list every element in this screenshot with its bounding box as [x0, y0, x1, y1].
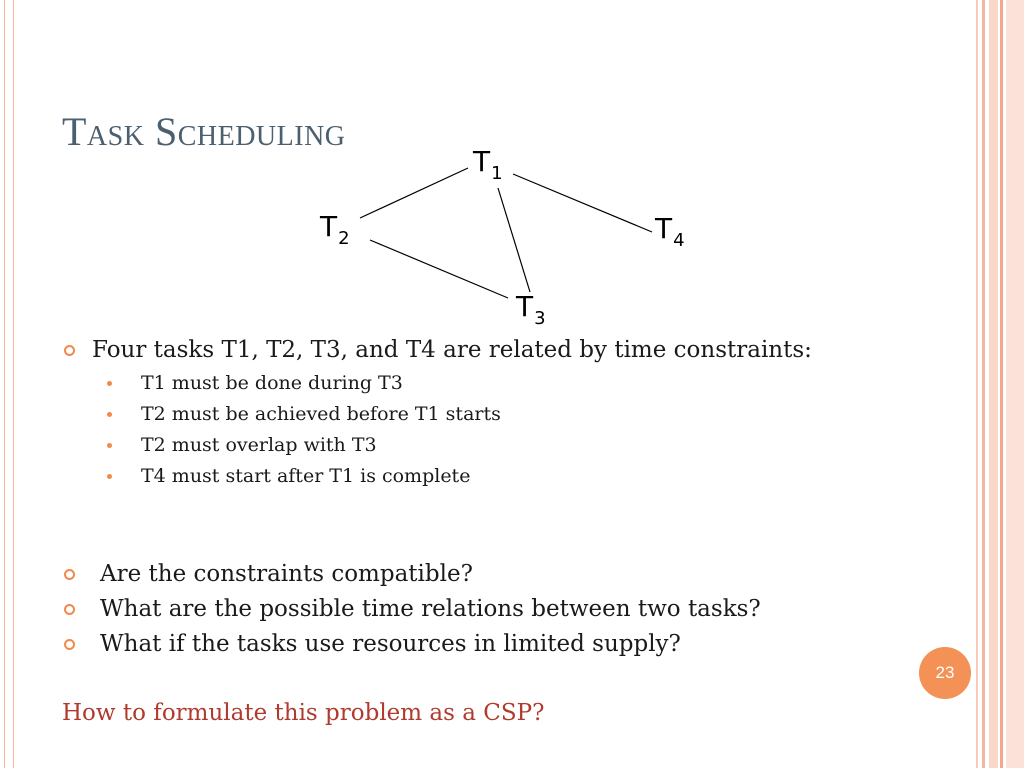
page-number-badge: 23 [919, 647, 971, 699]
node-t4: $T_4$ [655, 212, 685, 251]
bullet-dot-icon [107, 412, 112, 417]
bullet-text: Four tasks T1, T2, T3, and T4 are related by time constraints: [92, 337, 812, 363]
constraint-list [62, 368, 922, 492]
edge-t1-t3 [498, 188, 530, 292]
bullet-four-tasks [62, 336, 922, 364]
list-item: T2 must be achieved before T1 starts [62, 399, 922, 430]
bullet-dot-icon [107, 443, 112, 448]
question-time-relations: What are the possible time relations between two tasks? [62, 595, 922, 623]
list-item: T2 must overlap with T3 [62, 430, 922, 461]
main-bullet-block [62, 336, 922, 492]
bullet-dot-icon [107, 381, 112, 386]
edge-t1-t4 [513, 174, 652, 232]
list-item: T1 must be done during T3 [62, 368, 922, 399]
node-t3: $T_3$ [516, 290, 546, 329]
bullet-ring-icon [64, 639, 75, 650]
slide-title: Task Scheduling [62, 109, 346, 154]
bullet-ring-icon [64, 604, 75, 615]
edge-t2-t3 [370, 240, 508, 298]
list-item: T4 must start after T1 is complete [62, 461, 922, 492]
edge-t1-t2 [360, 168, 468, 218]
node-t2: $T_2$ [320, 210, 350, 249]
question-resources: What if the tasks use resources in limited supply? [62, 630, 922, 658]
bullet-ring-icon [64, 345, 75, 356]
bullet-dot-icon [107, 474, 112, 479]
closing-question: How to formulate this problem as a CSP? [62, 700, 545, 726]
bullet-ring-icon [64, 569, 75, 580]
node-t1: $T_1$ [473, 145, 503, 184]
question-compatible: Are the constraints compatible? [62, 560, 922, 588]
